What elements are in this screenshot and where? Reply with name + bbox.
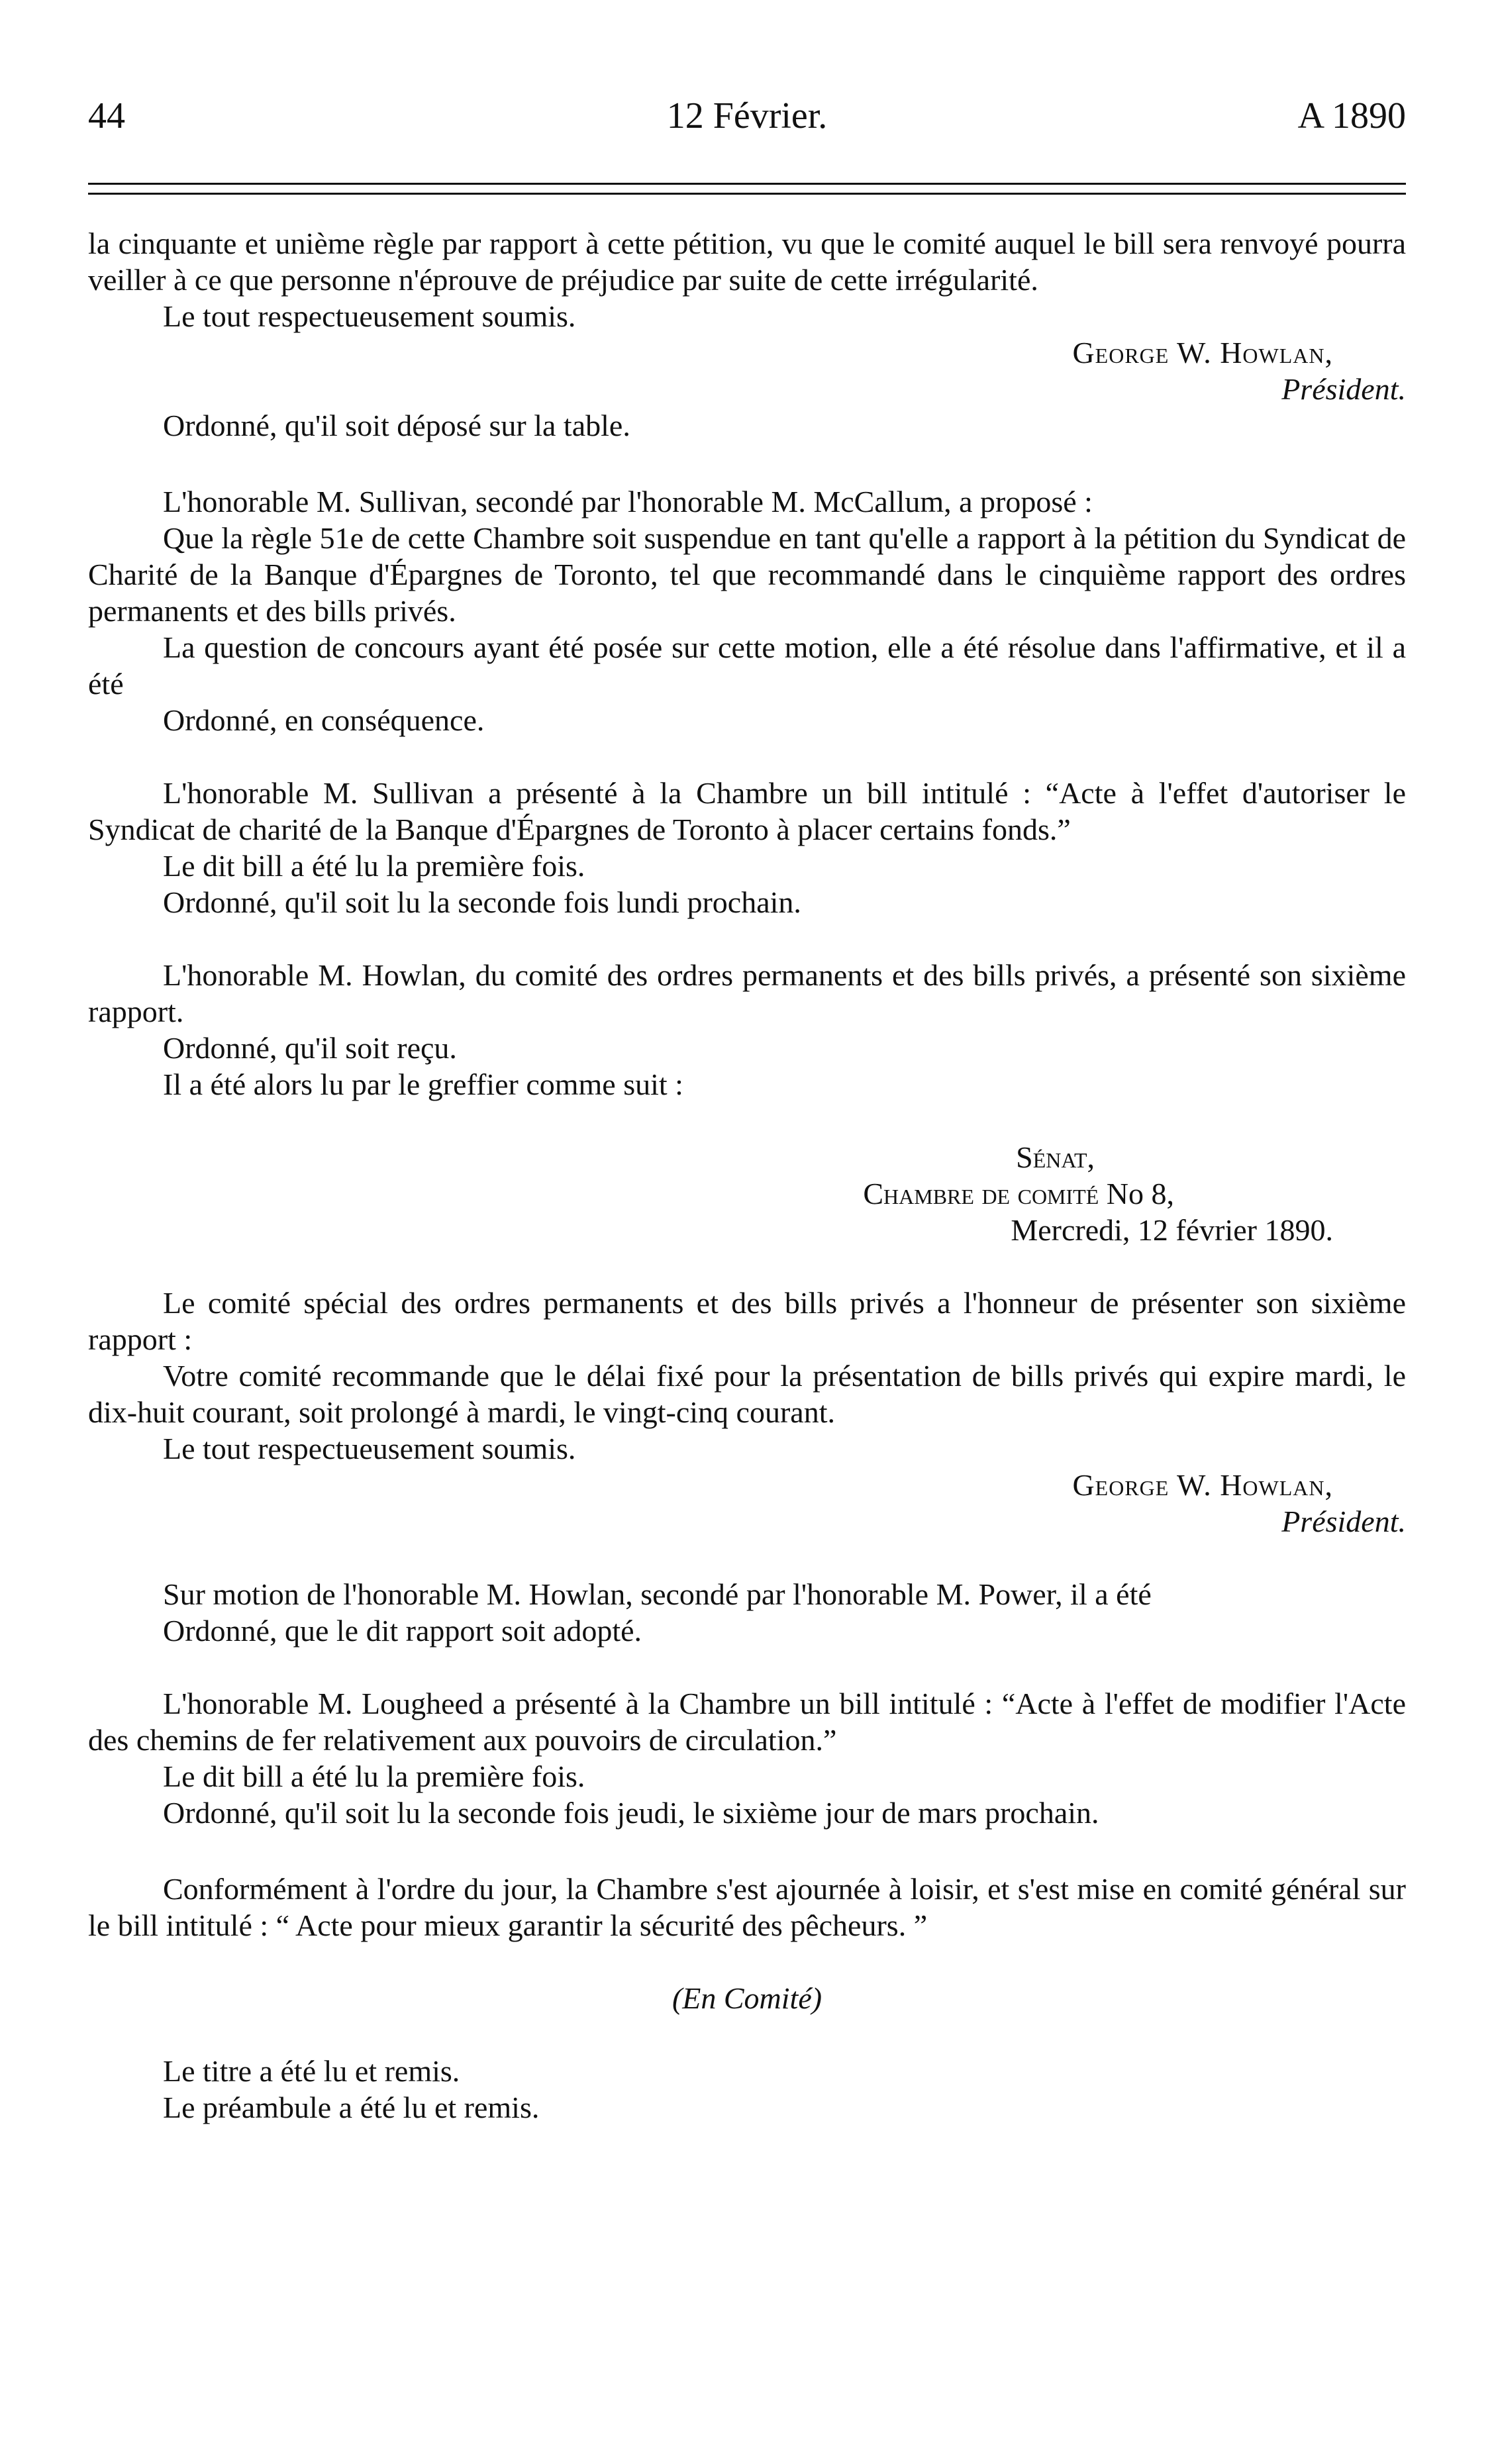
document-page [88,86,1406,2124]
order-line: Ordonné, qu'il soit lu la seconde fois jeudi, le sixième jour de mars prochain. [163,1796,1099,1830]
page-number: 44 [88,95,125,136]
question-line: La question de concours ayant été posée sur cette motion, elle a été résolue dans l'affirmative, et il a été [88,630,1406,701]
dateline-senate: Sénat, [1016,1140,1095,1174]
paragraph-rule-51-continuation: la cinquante et unième règle par rapport à cette pétition, vu que le comité auquel le bill sera renvoyé pourra veiller à ce que personne n'éprouve de préjudice par suite de cette irrégularité. [88,226,1406,297]
page-header [88,86,1406,146]
closing-line: Le tout respectueusement soumis. [163,299,576,333]
closing-line: Le tout respectueusement soumis. [163,1432,576,1465]
signature-block [88,334,1406,407]
report-recommendation: Votre comité recommande que le délai fixé pour la présentation de bills privés qui expire mardi, le dix-huit courant, soit prolongé à mardi, le vingt-cinq courant. [88,1359,1406,1429]
order-line: Ordonné, qu'il soit déposé sur la table. [163,409,630,442]
order-line: Ordonné, en conséquence. [163,703,485,737]
reading-line: Le dit bill a été lu la première fois. [163,849,585,883]
signature-name: George W. Howlan, [1072,1468,1333,1502]
report-presentation: L'honorable M. Howlan, du comité des ordres permanents et des bills privés, a présenté son sixième rapport. [88,958,1406,1028]
dateline-chamber [88,1175,1406,1212]
dateline-date: Mercredi, 12 février 1890. [1011,1213,1333,1247]
report-body: Le comité spécial des ordres permanents et des bills privés a l'honneur de présenter son sixième rapport : [88,1286,1406,1356]
header-rule-bottom [88,193,1406,195]
header-date: 12 Février. [666,95,828,136]
signature-title: Président. [1281,372,1406,406]
header-year: A 1890 [1297,95,1406,136]
signature-block [88,1467,1406,1540]
signature-name: George W. Howlan, [1072,336,1333,370]
committee-heading: (En Comité) [672,1981,822,2015]
motion-intro: L'honorable M. Sullivan, secondé par l'honorable M. McCallum, a proposé : [163,485,1093,518]
bill-presentation: L'honorable M. Sullivan a présenté à la Chambre un bill intitulé : “Acte à l'effet d'autoriser le Syndicat de charité de la Banque d'Épargnes de Toronto à placer certains fonds.” [88,776,1406,846]
order-line: Ordonné, qu'il soit lu la seconde fois lundi prochain. [163,885,801,919]
preamble-read-line: Le préambule a été lu et remis. [163,2091,540,2124]
report-dateline [88,1139,1406,1248]
order-line: Ordonné, qu'il soit reçu. [163,1031,457,1065]
reading-line: Le dit bill a été lu la première fois. [163,1759,585,1793]
title-read-line: Le titre a été lu et remis. [163,2054,460,2088]
order-line: Ordonné, que le dit rapport soit adopté. [163,1614,642,1648]
motion-text: Que la règle 51e de cette Chambre soit suspendue en tant qu'elle a rapport à la pétition du Syndicat de Charité de la Banque d'Épargnes de Toronto, tel que recommandé dans le cinquième rapport des ordres permanents et des bills privés. [88,521,1406,628]
bill-presentation: L'honorable M. Lougheed a présenté à la Chambre un bill intitulé : “Acte à l'effet de modifier l'Acte des chemins de fer relativement aux pouvoirs de circulation.” [88,1687,1406,1757]
document-body [88,225,1406,2126]
dateline-chamber-number: No 8, [1106,1177,1174,1210]
clerk-reading-line: Il a été alors lu par le greffier comme suit : [163,1067,683,1101]
dateline-chamber-label: Chambre de comité [863,1177,1099,1210]
header-rule-top [88,183,1406,185]
signature-title: Président. [1281,1504,1406,1538]
motion-line: Sur motion de l'honorable M. Howlan, secondé par l'honorable M. Power, il a été [163,1577,1152,1611]
committee-paragraph: Conformément à l'ordre du jour, la Chambre s'est ajournée à loisir, et s'est mise en comité général sur le bill intitulé : “ Acte pour mieux garantir la sécurité des pêcheurs. ” [88,1872,1406,1942]
